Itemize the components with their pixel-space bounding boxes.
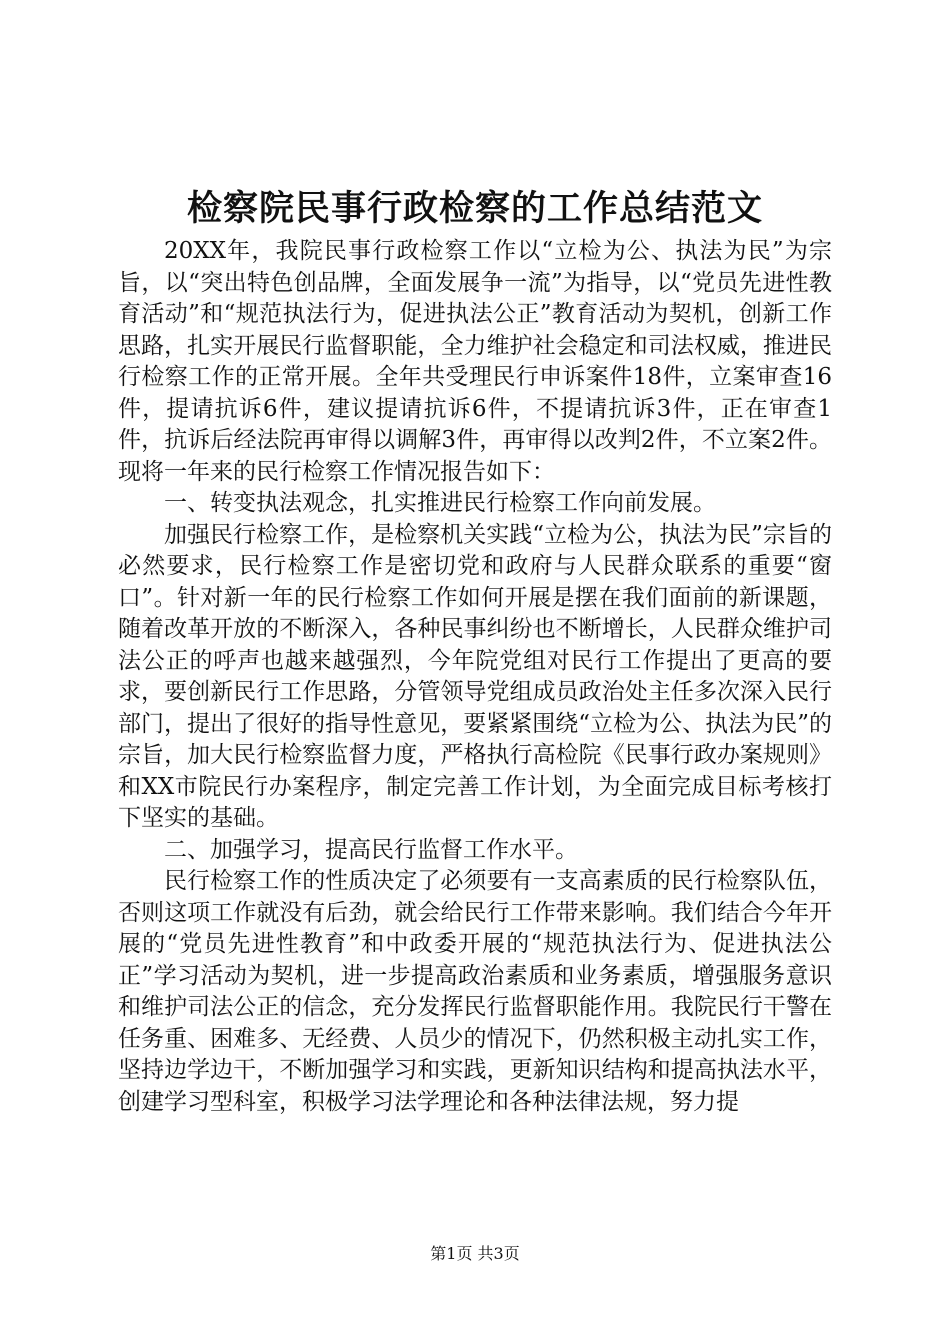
section-heading-1: 一、转变执法观念，扎实推进民行检察工作向前发展。 [164,490,716,516]
document-body [118,236,832,1118]
paragraph-summary: 20XX年，我院民事行政检察工作以“立检为公、执法为民”为宗旨，以“突出特色创品牌，全面发展争一流”为指导，以“党员先进性教育活动”和“规范执法行为，促进执法公正”教育活动为契机，创新工作思路，扎实开展民行监督职能，全力维护社会稳定和司法权威，推进民行检察工作的正常开展。全年共受理民行申诉案件18件，立案审查16件，提请抗诉6件，建议提请抗诉6件，不提请抗诉3件，正在审查1件，抗诉后经法院再审得以调解3件，再审得以改判2件，不立案2件。现将一年来的民行检察工作情况报告如下： [118,238,832,485]
paragraph-section-2: 民行检察工作的性质决定了必须要有一支高素质的民行检察队伍，否则这项工作就没有后劲，就会给民行工作带来影响。我们结合今年开展的“党员先进性教育”和中政委开展的“规范执法行为、促进执法公正”学习活动为契机，进一步提高政治素质和业务素质，增强服务意识和维护司法公正的信念，充分发挥民行监督职能作用。我院民行干警在任务重、困难多、无经费、人员少的情况下，仍然积极主动扎实工作，坚持边学边干，不断加强学习和实践，更新知识结构和提高执法水平，创建学习型科室，积极学习法学理论和各种法律法规，努力提 [118,868,832,1115]
document-title: 检察院民事行政检察的工作总结范文 [186,189,763,229]
paragraph-section-1: 加强民行检察工作，是检察机关实践“立检为公，执法为民”宗旨的必然要求，民行检察工作是密切党和政府与人民群众联系的重要“窗口”。针对新一年的民行检察工作如何开展是摆在我们面前的新课题，随着改革开放的不断深入，各种民事纠纷也不断增长，人民群众维护司法公正的呼声也越来越强烈，今年院党组对民行工作提出了更高的要求，要创新民行工作思路，分管领导党组成员政治处主任多次深入民行部门，提出了很好的指导性意见，要紧紧围绕“立检为公、执法为民”的宗旨，加大民行检察监督力度，严格执行高检院《民事行政办案规则》和XX市院民行办案程序，制定完善工作计划，为全面完成目标考核打下坚实的基础。 [118,521,832,831]
section-heading-2: 二、加强学习，提高民行监督工作水平。 [164,836,578,863]
page-number: 第1页 共3页 [430,1244,520,1263]
